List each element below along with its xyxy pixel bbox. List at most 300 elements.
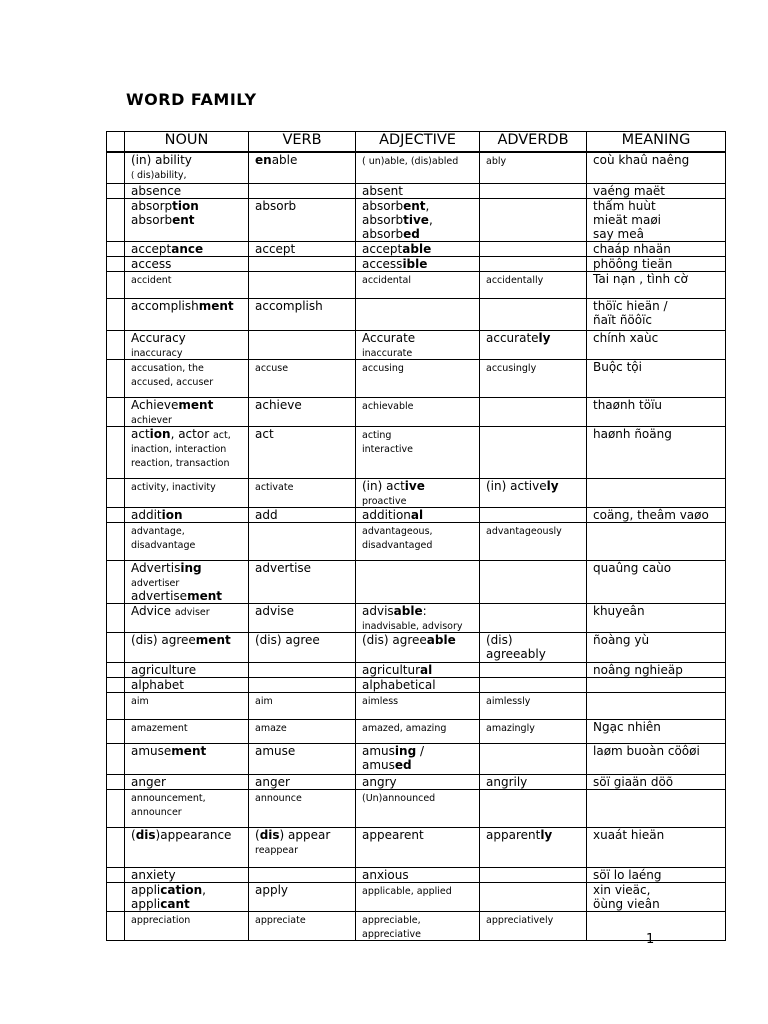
table-row [107,790,726,828]
verb-cell [249,678,356,693]
word-text: ably [486,156,507,167]
suffix-bold: ment [195,633,231,647]
adjective-cell [356,883,480,912]
word-text: ( [131,171,138,181]
word-text: accusingly [486,363,537,374]
adjective-cell [356,257,480,272]
suffix-bold: able [426,633,456,647]
row-index-cell [107,663,125,678]
word-text: haønh ñoäng [593,427,672,441]
suffix-bold: ing [394,744,417,758]
adjective-cell [356,790,480,828]
word-text: agricultur [362,663,421,677]
adjective-cell [356,398,480,427]
meaning-cell [587,693,726,720]
word-text: activity, inactivity [131,482,216,493]
suffix-bold: cation [160,883,203,897]
meaning-cell [587,272,726,299]
meaning-cell [587,331,726,360]
word-text: ( [255,828,260,842]
table-row [107,427,726,479]
suffix-bold: ent [172,213,195,227]
adverb-cell [480,479,587,508]
word-text: alphabetical [362,678,436,692]
word-text: ( [131,828,136,842]
word-text: Advice [131,604,175,618]
word-family-table [106,131,726,941]
row-index-cell [107,398,125,427]
word-text: coäng, theâm vaøo [593,508,709,522]
noun-cell [125,272,249,299]
suffix-bold: al [410,508,424,522]
word-text: proactive [362,496,407,507]
suffix-bold: ible [402,257,428,271]
word-text: (in) act [362,479,405,493]
adjective-cell [356,744,480,775]
noun-cell [125,663,249,678]
verb-cell [249,331,356,360]
word-text: inaccuracy [131,348,183,359]
word-text: accidentally [486,275,544,286]
row-index-cell [107,693,125,720]
verb-cell [249,257,356,272]
row-index-cell [107,184,125,199]
word-text: accomplish [131,299,199,313]
verb-cell [249,479,356,508]
table-row [107,912,726,941]
row-index-cell [107,257,125,272]
table-row [107,604,726,633]
noun-cell [125,199,249,242]
suffix-bold: ive [404,479,425,493]
adjective-cell [356,272,480,299]
noun-cell [125,868,249,883]
word-text: applicable, applied [362,886,452,897]
word-text: addition [362,508,411,522]
adjective-cell [356,775,480,790]
verb-cell [249,775,356,790]
noun-cell [125,508,249,523]
word-text: reaction, transaction [131,458,230,469]
table-row [107,299,726,331]
meaning-cell [587,775,726,790]
verb-cell [249,199,356,242]
suffix-bold: able [402,242,432,256]
adjective-cell [356,663,480,678]
noun-cell [125,693,249,720]
word-text: adviser [174,607,210,618]
adverb-cell [480,720,587,744]
word-text: advantageously [486,526,562,537]
verb-cell [249,299,356,331]
word-text: appreciative [362,929,421,940]
word-text: absorb [362,227,404,241]
word-text: (dis) agree [362,633,427,647]
suffix-bold: en [255,153,272,167]
adverb-cell [480,152,587,184]
suffix-bold: ance [171,242,204,256]
word-text: addit [131,508,162,522]
verb-cell [249,663,356,678]
noun-cell [125,299,249,331]
word-text: accident [131,275,172,286]
adverb-cell [480,398,587,427]
word-text: absorb [362,213,404,227]
verb-cell [249,868,356,883]
word-text: absent [362,184,403,198]
word-text: Accurate [362,331,416,345]
meaning-cell [587,398,726,427]
word-text: / [416,744,425,758]
word-text: announcement, [131,793,206,804]
row-index-cell [107,242,125,257]
word-text: appreciation [131,915,191,926]
word-text: act [131,427,150,441]
verb-cell [249,744,356,775]
suffix-bold: dis [259,828,280,842]
row-index-cell [107,678,125,693]
adjective-cell [356,199,480,242]
suffix-bold: ent [403,199,426,213]
table-header-row [107,132,726,153]
adjective-cell [356,242,480,257]
word-text: act [255,427,274,441]
meaning-cell [587,152,726,184]
adverb-cell [480,663,587,678]
verb-cell [249,828,356,868]
verb-cell [249,360,356,398]
word-text: say meâ [593,227,644,241]
row-index-cell [107,199,125,242]
word-text: amus [362,744,395,758]
table-row [107,508,726,523]
word-text: ) appear [279,828,331,842]
word-text: absorb [131,213,173,227]
word-text: accidental [362,275,411,286]
verb-cell [249,633,356,663]
word-text: accuse [255,363,289,374]
verb-cell [249,508,356,523]
noun-cell [125,479,249,508]
row-index-cell [107,331,125,360]
word-text: agreeably [486,647,546,661]
word-text: act, [212,430,231,441]
word-text: anxiety [131,868,176,882]
word-text: appreciatively [486,915,554,926]
adverb-cell [480,678,587,693]
row-index-cell [107,523,125,561]
adjective-cell [356,523,480,561]
page-title: WORD FAMILY [126,90,257,109]
word-text: thấm huùt [593,199,656,213]
adjective-cell [356,678,480,693]
noun-cell [125,912,249,941]
word-text: agriculture [131,663,197,677]
row-index-cell [107,427,125,479]
word-text: accusation, the [131,363,204,374]
meaning-cell [587,663,726,678]
word-text: advertise [255,561,312,575]
adverb-cell [480,360,587,398]
row-index-cell [107,720,125,744]
word-text: advis [362,604,394,618]
word-text: mieät maøi [593,213,661,227]
word-text: laøm buoàn cöôøi [593,744,700,758]
word-text: thaønh töïu [593,398,663,412]
adverb-cell [480,272,587,299]
word-text: accept [131,242,172,256]
adjective-cell [356,720,480,744]
word-text: appli [131,883,161,897]
meaning-cell [587,242,726,257]
suffix-bold: ion [149,427,171,441]
adverb-cell [480,790,587,828]
verb-cell [249,790,356,828]
adverb-cell [480,744,587,775]
adjective-cell [356,604,480,633]
word-text: appreciate [255,915,306,926]
verb-cell [249,604,356,633]
adverb-cell [480,331,587,360]
word-text: achiever [131,415,172,426]
verb-header: VERB [249,132,356,153]
adjective-cell [356,299,480,331]
meaning-cell [587,790,726,828]
word-text: , [428,213,433,227]
meaning-cell [587,868,726,883]
word-text: söï giaän döõ [593,775,674,789]
table-row [107,398,726,427]
word-text: Achieve [131,398,179,412]
word-text: access [131,257,172,271]
word-text: Tai nạn , tình cờ [593,272,688,286]
table-row [107,678,726,693]
word-text: advantageous, [362,526,433,537]
adverb-header: ADVERDB [480,132,587,153]
word-text: absence [131,184,182,198]
row-index-cell [107,912,125,941]
word-text: achievable [362,401,414,412]
adverb-cell [480,523,587,561]
adjective-cell [356,508,480,523]
noun-cell [125,883,249,912]
word-text: amazed, amazing [362,723,447,734]
meaning-cell [587,678,726,693]
word-text: ñoàng yù [593,633,650,647]
word-text: , actor [170,427,213,441]
adjective-header: ADJECTIVE [356,132,480,153]
word-text: advertise [131,589,188,603]
suffix-bold: tion [172,199,199,213]
adverb-cell [480,427,587,479]
word-text: , [202,883,206,897]
table-row [107,331,726,360]
word-text: amazingly [486,723,535,734]
noun-cell [125,242,249,257]
word-text: achieve [255,398,302,412]
meaning-cell [587,912,726,941]
adjective-cell [356,633,480,663]
word-text: Advertis [131,561,181,575]
row-index-cell [107,508,125,523]
adjective-cell [356,360,480,398]
word-text: accused, accuser [131,377,214,388]
verb-cell [249,242,356,257]
adverb-cell [480,868,587,883]
word-text: apparent [486,828,541,842]
table-row [107,199,726,242]
word-text: advertiser [131,578,180,589]
noun-cell [125,828,249,868]
table-row [107,883,726,912]
word-text: amuse [255,744,296,758]
verb-cell [249,152,356,184]
word-text: inadvisable, advisory [362,621,463,632]
word-text: ñaït ñöôïc [593,313,653,327]
table-row [107,523,726,561]
index-header [107,132,125,153]
adverb-cell [480,693,587,720]
suffix-bold: ed [394,758,412,772]
noun-cell [125,678,249,693]
table-row [107,242,726,257]
word-text: öùng vieân [593,897,660,911]
meaning-cell [587,883,726,912]
word-text: (dis) agree [255,633,320,647]
meaning-header: MEANING [587,132,726,153]
adverb-cell [480,184,587,199]
meaning-cell [587,257,726,272]
word-text: apply [255,883,289,897]
word-text: inaction, interaction [131,444,227,455]
adjective-cell [356,152,480,184]
noun-cell [125,257,249,272]
table-row [107,868,726,883]
word-text: absorb [362,199,404,213]
word-text: amazement [131,723,188,734]
adjective-cell [356,479,480,508]
suffix-bold: ly [538,331,551,345]
noun-cell [125,744,249,775]
word-text: access [362,257,403,271]
word-text: advise [255,604,295,618]
row-index-cell [107,775,125,790]
verb-cell [249,720,356,744]
adverb-cell [480,828,587,868]
verb-cell [249,883,356,912]
noun-cell [125,184,249,199]
adverb-cell [480,299,587,331]
word-text: , [425,199,430,213]
word-text: (in) ability [131,153,192,167]
suffix-bold: ed [403,227,420,241]
word-text: advantage, [131,526,185,537]
word-text: appreciable, [362,915,421,926]
table-row [107,272,726,299]
word-text: add [255,508,278,522]
table-body [107,152,726,941]
word-text: chaáp nhaän [593,242,671,256]
word-text: accomplish [255,299,323,313]
adverb-cell [480,912,587,941]
verb-cell [249,398,356,427]
noun-cell [125,427,249,479]
word-text: amaze [255,723,287,734]
suffix-bold: tive [403,213,429,227]
row-index-cell [107,561,125,604]
noun-cell [125,775,249,790]
row-index-cell [107,828,125,868]
adverb-cell [480,199,587,242]
word-text: aim [131,696,149,707]
word-text: angry [362,775,397,789]
word-text: xuaát hieän [593,828,665,842]
meaning-cell [587,720,726,744]
meaning-cell [587,299,726,331]
adjective-cell [356,561,480,604]
word-text: vaéng maët [593,184,666,198]
row-index-cell [107,479,125,508]
adjective-cell [356,331,480,360]
table-row [107,360,726,398]
noun-cell [125,523,249,561]
meaning-cell [587,561,726,604]
table-row [107,152,726,184]
word-text: angrily [486,775,528,789]
suffix-bold: cant [160,897,190,911]
word-text: khuyeân [593,604,645,618]
row-index-cell [107,868,125,883]
meaning-cell [587,360,726,398]
row-index-cell [107,744,125,775]
verb-cell [249,272,356,299]
word-text: amus [362,758,395,772]
row-index-cell [107,272,125,299]
row-index-cell [107,299,125,331]
verb-cell [249,693,356,720]
word-text: noâng nghieäp [593,663,683,677]
verb-cell [249,184,356,199]
word-text: absorp [131,199,173,213]
word-text: appli [131,897,161,911]
noun-cell [125,360,249,398]
word-text: söï lo laéng [593,868,662,882]
suffix-bold: ion [161,508,183,522]
meaning-cell [587,604,726,633]
table-row [107,744,726,775]
adjective-cell [356,427,480,479]
meaning-cell [587,744,726,775]
suffix-bold: ly [540,828,553,842]
table-row [107,775,726,790]
word-text: (Un)announced [362,793,436,804]
word-text: accurate [486,331,539,345]
meaning-cell [587,184,726,199]
adverb-cell [480,508,587,523]
noun-cell [125,561,249,604]
word-text: )appearance [155,828,232,842]
adjective-cell [356,912,480,941]
page-number: 1 [646,932,655,947]
row-index-cell [107,633,125,663]
noun-cell [125,398,249,427]
adjective-cell [356,184,480,199]
suffix-bold: dis [135,828,156,842]
suffix-bold: ment [187,589,222,603]
verb-cell [249,912,356,941]
word-text: acting [362,430,392,441]
suffix-bold: ly [546,479,559,493]
